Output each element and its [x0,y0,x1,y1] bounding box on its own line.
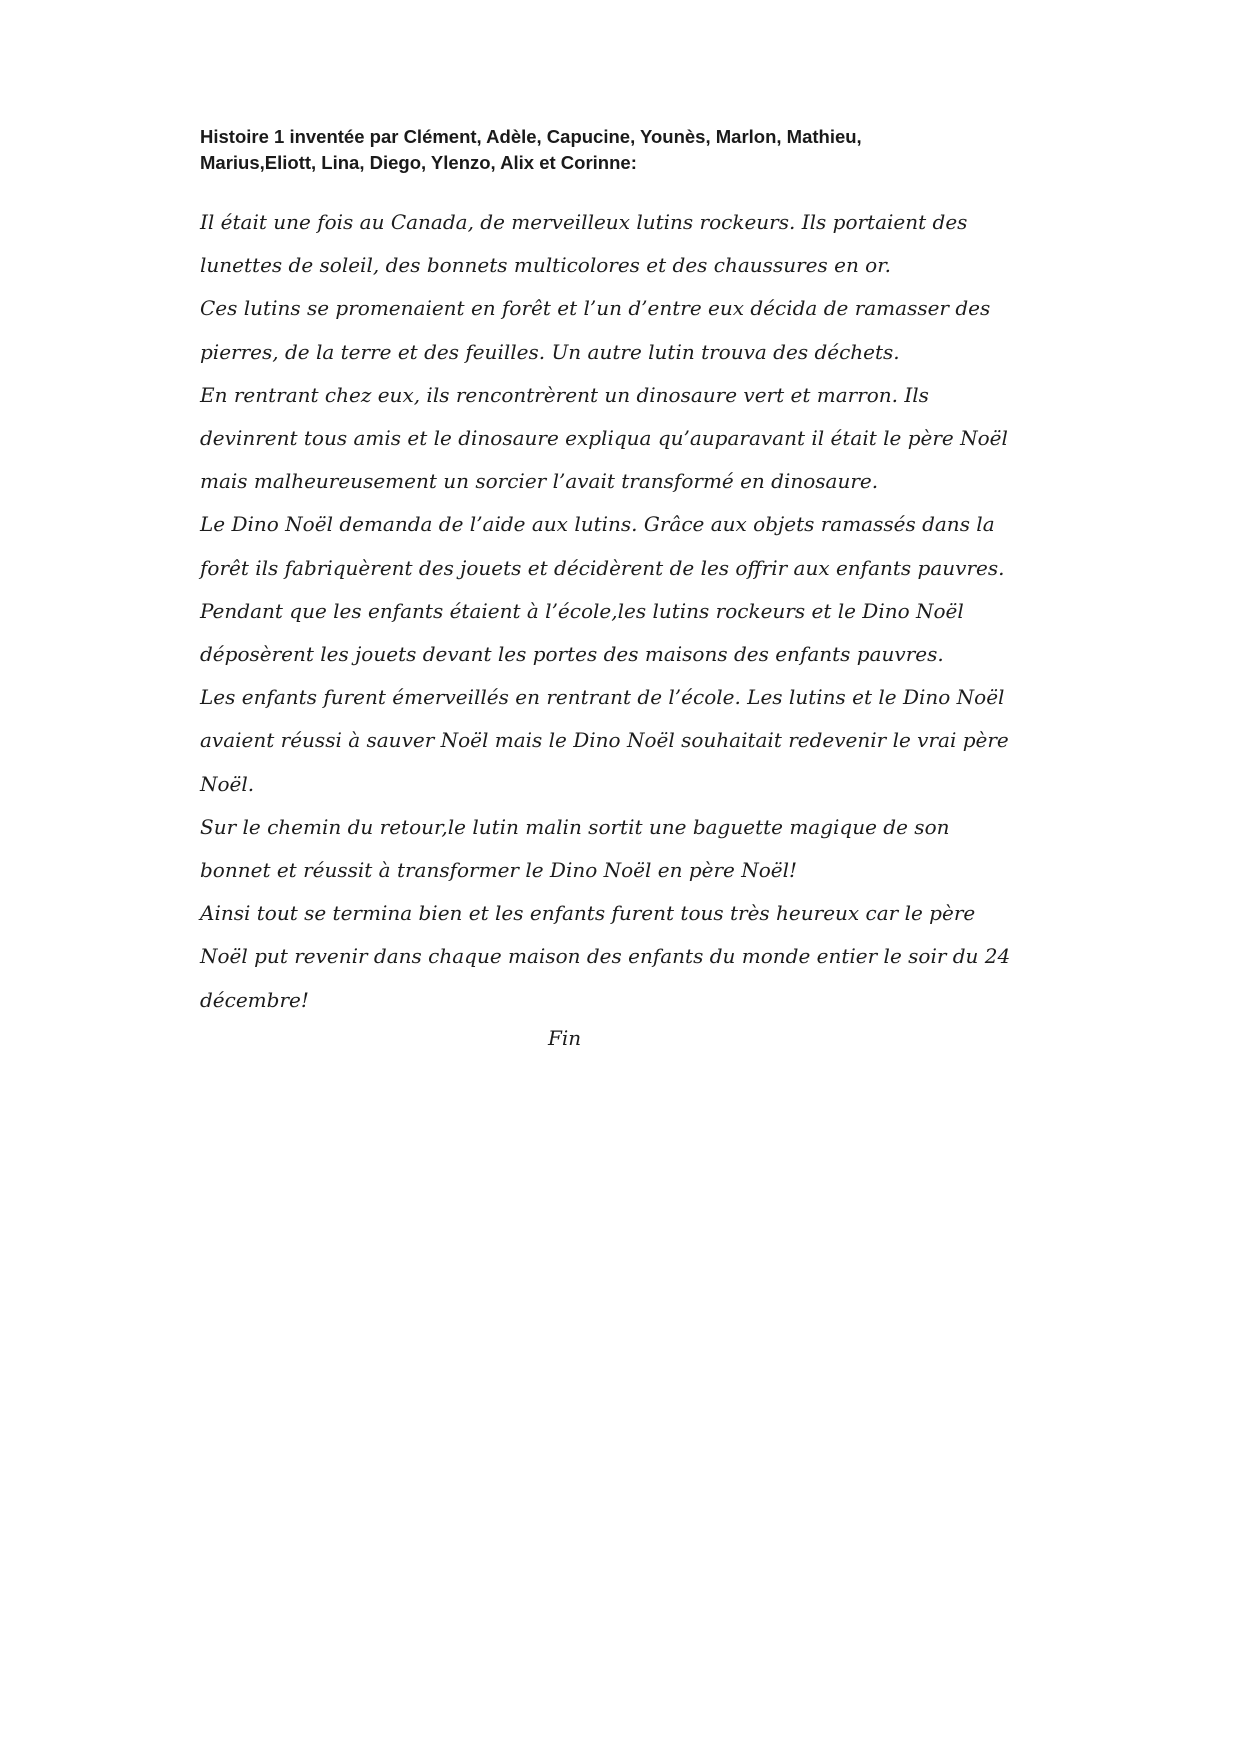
story-line: devinrent tous amis et le dinosaure expliqua qu’auparavant il était le père Noël [200,426,1008,451]
story-line: Le Dino Noël demanda de l’aide aux lutins. Grâce aux objets ramassés dans la [200,512,995,537]
story-line: Les enfants furent émerveillés en rentrant de l’école. Les lutins et le Dino Noël [200,685,1005,710]
story-line: Ces lutins se promenaient en forêt et l’un d’entre eux décida de ramasser des [200,296,991,321]
story-line: lunettes de soleil, des bonnets multicolores et des chaussures en or. [200,253,891,278]
story-line: pierres, de la terre et des feuilles. Un autre lutin trouva des déchets. [200,339,900,364]
story-line: avaient réussi à sauver Noël mais le Dino Noël souhaitait redevenir le vrai père [200,728,1009,753]
story-line: En rentrant chez eux, ils rencontrèrent un dinosaure vert et marron. Ils [200,382,929,407]
story-line: décembre! [200,987,309,1012]
story-line: Sur le chemin du retour,le lutin malin sortit une baguette magique de son [200,814,950,839]
story-line: forêt ils fabriquèrent des jouets et décidèrent de les offrir aux enfants pauvres. [200,555,1005,580]
story-line: Ainsi tout se termina bien et les enfants furent tous très heureux car le père [200,901,976,926]
story-body [200,201,1030,1022]
story-line: Noël put revenir dans chaque maison des enfants du monde entier le soir du 24 [200,944,1011,969]
story-title [200,124,1000,176]
story-line: Noël. [200,771,255,796]
story-line: Il était une fois au Canada, de merveilleux lutins rockeurs. Ils portaient des [200,210,968,234]
story-line: mais malheureusement un sorcier l’avait transformé en dinosaure. [200,469,879,494]
story-line: Pendant que les enfants étaient à l’école,les lutins rockeurs et le Dino Noël [200,598,964,623]
story-title-line: Marius,Eliott, Lina, Diego, Ylenzo, Alix et Corinne: [200,152,637,173]
story-line: déposèrent les jouets devant les portes des maisons des enfants pauvres. [200,642,944,667]
story-title-line: Histoire 1 inventée par Clément, Adèle, Capucine, Younès, Marlon, Mathieu, [200,126,862,147]
story-ending: Fin [548,1026,582,1050]
story-line: bonnet et réussit à transformer le Dino Noël en père Noël! [200,858,798,883]
